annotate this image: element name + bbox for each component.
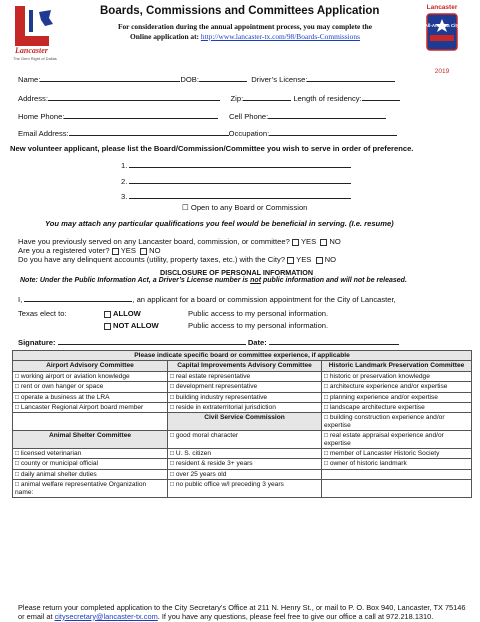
- disclosure-note: Note: Under the Public Information Act, a Driver’s License number is not public information and will not be released.: [20, 277, 407, 284]
- texas-elect-label: Texas elect to:: [18, 309, 67, 318]
- table-cell: [13, 413, 168, 431]
- table-cell[interactable]: □ U. S. citizen: [168, 449, 322, 459]
- email-field[interactable]: [69, 128, 229, 136]
- intro-line2-prefix: Online application at:: [130, 31, 201, 41]
- allow-description: Public access to my personal information.: [188, 309, 329, 318]
- table-cell[interactable]: □ licensed veterinarian: [13, 449, 168, 459]
- home-phone-field[interactable]: [64, 111, 218, 119]
- occupation-field[interactable]: [269, 128, 397, 136]
- address-field[interactable]: [48, 93, 220, 101]
- delinquent-yes-checkbox[interactable]: [287, 257, 294, 264]
- intro-text: [95, 22, 395, 41]
- not-allow-option[interactable]: NOT ALLOW: [104, 321, 159, 330]
- allow-option[interactable]: ALLOW: [104, 309, 141, 318]
- preference-item-3: 3.: [121, 191, 351, 201]
- animal-shelter-committee-header: Animal Shelter Committee: [13, 431, 168, 449]
- table-cell[interactable]: □ historic or preservation knowledge: [322, 371, 472, 381]
- logo-tagline: The Gem Right of Dallas: [13, 56, 57, 61]
- occupation-label: Occupation:: [228, 129, 270, 138]
- allow-checkbox[interactable]: [104, 311, 111, 318]
- phone-row: [18, 111, 386, 121]
- table-cell[interactable]: □ owner of historic landmark: [322, 459, 472, 469]
- question-delinquent-accounts: Do you have any delinquent accounts (utility, property taxes, etc.) with the City? YES NO: [18, 255, 336, 264]
- length-residency-field[interactable]: [362, 93, 400, 101]
- badge-city: Lancaster: [426, 4, 458, 11]
- delinquent-no-checkbox[interactable]: [316, 257, 323, 264]
- table-cell[interactable]: □ member of Lancaster Historic Society: [322, 449, 472, 459]
- drivers-license-field[interactable]: [307, 74, 395, 82]
- signature-field[interactable]: [58, 337, 246, 345]
- table-cell[interactable]: □ rent or own hanger or space: [13, 382, 168, 392]
- table-cell[interactable]: □ animal welfare representative Organization name:: [13, 480, 168, 498]
- disclosure-note-not: not: [250, 277, 262, 284]
- disclosure-statement: I, , an applicant for a board or commission appointment for the City of Lancaster,: [18, 295, 396, 304]
- table-cell[interactable]: □ resident & reside 3+ years: [168, 459, 322, 469]
- column-capital-improvements: Capital Improvements Advisory Committee: [168, 361, 322, 371]
- table-cell[interactable]: □ county or municipal official: [13, 459, 168, 469]
- not-allow-checkbox[interactable]: [104, 323, 111, 330]
- table-cell[interactable]: □ over 25 years old: [168, 469, 322, 479]
- signature-label: Signature:: [18, 338, 56, 347]
- table-row: [13, 469, 472, 479]
- question-registered-voter: Are you a registered voter? YES NO: [18, 246, 161, 255]
- table-cell[interactable]: □ good moral character: [168, 431, 322, 449]
- open-any-board-checkbox[interactable]: ☐ Open to any Board or Commission: [182, 203, 308, 212]
- table-row: [13, 413, 472, 431]
- table-cell[interactable]: □ working airport or aviation knowledge: [13, 371, 168, 381]
- table-cell[interactable]: □ operate a business at the LRA: [13, 392, 168, 402]
- return-instructions: Please return your completed application to the City Secretary’s Office at 211 N. Henry St., or mail to P. O. Box 940, Lancaster, TX 75146 or email at citysecretary@lancaster-tx.com. If you have any questions, please feel free to give our office a call at 972.218.1310.: [18, 603, 466, 621]
- address-label: Address:: [18, 94, 48, 103]
- column-airport-advisory: Airport Advisory Committee: [13, 361, 168, 371]
- disclosure-heading: DISCLOSURE OF PERSONAL INFORMATION: [160, 268, 314, 277]
- table-row: [13, 480, 472, 498]
- column-historic-landmark: Historic Landmark Preservation Committee: [322, 361, 472, 371]
- length-residency-label: Length of residency:: [293, 94, 362, 103]
- table-cell[interactable]: □ real estate appraisal experience and/or expertise: [322, 431, 472, 449]
- table-cell[interactable]: □ building industry representative: [168, 392, 322, 402]
- preference-field-3[interactable]: [129, 191, 351, 199]
- not-allow-description: Public access to my personal information.: [188, 321, 329, 330]
- name-row: [18, 74, 395, 84]
- lancaster-logo: [9, 4, 67, 68]
- table-cell[interactable]: □ reside in extraterritorial jurisdiction: [168, 403, 322, 413]
- zip-field[interactable]: [243, 93, 291, 101]
- table-cell[interactable]: □ building construction experience and/or expertise: [322, 413, 472, 431]
- logo-text: Lancaster: [15, 46, 48, 55]
- table-cell[interactable]: □ development representative: [168, 382, 322, 392]
- experience-table: [12, 350, 472, 498]
- table-cell[interactable]: □ daily animal shelter duties: [13, 469, 168, 479]
- table-cell[interactable]: □ no public office w/l preceding 3 years: [168, 480, 322, 498]
- intro-line1: For consideration during the annual appointment process, you may complete the: [117, 22, 373, 31]
- table-row: [13, 382, 472, 392]
- badge-year: 2019: [434, 68, 450, 75]
- table-row: [13, 449, 472, 459]
- table-row: [13, 459, 472, 469]
- email-row: [18, 128, 397, 138]
- zip-label: Zip:: [230, 94, 244, 103]
- table-row: [13, 392, 472, 402]
- table-row: [13, 431, 472, 449]
- registered-voter-yes-checkbox[interactable]: [112, 248, 119, 255]
- preference-field-1[interactable]: [129, 160, 351, 168]
- preference-field-2[interactable]: [129, 176, 351, 184]
- home-phone-label: Home Phone:: [18, 112, 65, 121]
- table-cell[interactable]: □ landscape architecture expertise: [322, 403, 472, 413]
- table-row: [13, 371, 472, 381]
- experience-table-caption: Please indicate specific board or committee experience, if applicable: [13, 351, 472, 361]
- cell-phone-field[interactable]: [268, 111, 386, 119]
- dob-label: DOB:: [180, 75, 199, 84]
- name-label: Name:: [18, 75, 41, 84]
- table-cell[interactable]: □ architecture experience and/or expertise: [322, 382, 472, 392]
- table-cell[interactable]: □ Lancaster Regional Airport board member: [13, 403, 168, 413]
- table-cell[interactable]: □ real estate representative: [168, 371, 322, 381]
- table-cell: [322, 480, 472, 498]
- previously-served-yes-checkbox[interactable]: [292, 239, 299, 246]
- badge-award: All-America City: [424, 23, 460, 28]
- name-field[interactable]: [40, 74, 180, 82]
- table-row: [13, 403, 472, 413]
- qualifications-note: You may attach any particular qualifications you feel would be beneficial in serving. (I.e. resume): [45, 219, 394, 228]
- dob-field[interactable]: [199, 74, 247, 82]
- address-row: [18, 93, 400, 103]
- cell-phone-label: Cell Phone:: [229, 112, 269, 121]
- all-america-city-badge: [416, 4, 468, 74]
- preference-item-1: 1.: [121, 160, 351, 170]
- table-cell: [322, 469, 472, 479]
- online-application-link[interactable]: http://www.lancaster-tx.com/98/Boards-Commissions: [200, 31, 360, 41]
- table-cell[interactable]: □ planning experience and/or expertise: [322, 392, 472, 402]
- applicant-name-field[interactable]: [24, 294, 132, 302]
- date-label: Date:: [247, 338, 267, 347]
- registered-voter-no-checkbox[interactable]: [140, 248, 147, 255]
- preference-item-2: 2.: [121, 176, 351, 186]
- drivers-license-label: Driver’s License:: [251, 75, 308, 84]
- signature-row: [18, 337, 399, 347]
- city-secretary-email-link[interactable]: citysecretary@lancaster-tx.com: [54, 611, 158, 621]
- email-label: Email Address:: [18, 129, 69, 138]
- question-previously-served: Have you previously served on any Lancaster board, commission, or committee? YES NO: [18, 237, 341, 246]
- preference-heading: New volunteer applicant, please list the Board/Commission/Committee you wish to serve in order of preference.: [10, 144, 414, 153]
- date-field[interactable]: [269, 337, 399, 345]
- civil-service-commission-header: Civil Service Commission: [168, 413, 322, 431]
- previously-served-no-checkbox[interactable]: [320, 239, 327, 246]
- page-title: Boards, Commissions and Committees Application: [100, 5, 380, 17]
